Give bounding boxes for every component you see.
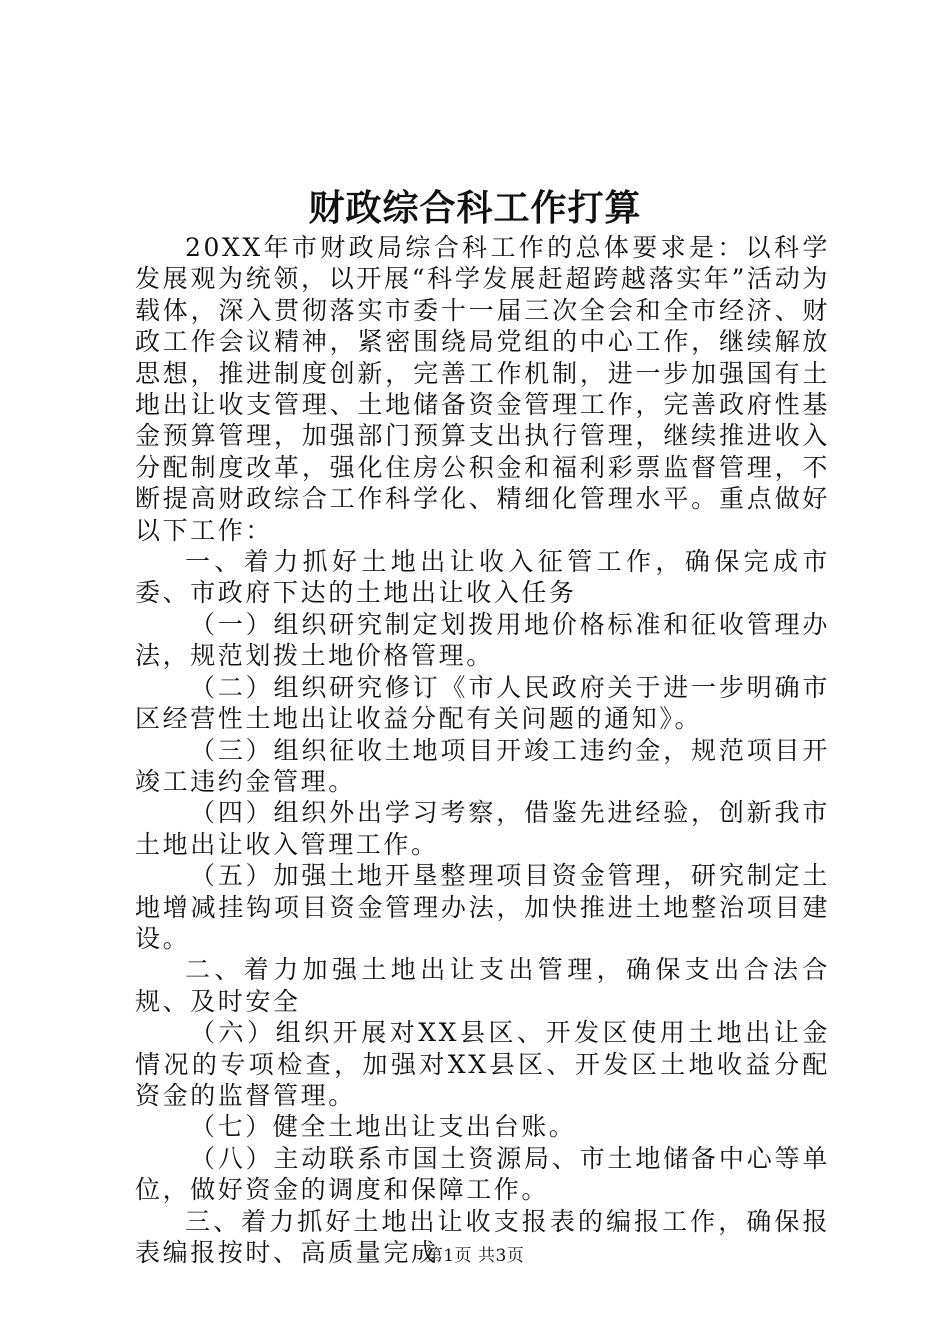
page-number-footer: 第1页 共3页	[425, 1246, 525, 1266]
paragraph-section-2: 二、着力加强土地出让支出管理，确保支出合法合规、及时安全	[135, 955, 830, 1016]
paragraph-section-3: 三、着力抓好土地出让收支报表的编报工作，确保报表编报按时、高质量完成	[135, 1206, 830, 1267]
document-title: 财政综合科工作打算	[308, 187, 642, 229]
paragraph-item-6: （六）组织开展对XX县区、开发区使用土地出让金情况的专项检查，加强对XX县区、开发区土地收益分配资金的监督管理。	[135, 1018, 830, 1110]
paragraph-item-2: （二）组织研究修订《市人民政府关于进一步明确市区经营性土地出让收益分配有关问题的通知》。	[135, 672, 830, 734]
paragraph-item-4: （四）组织外出学习考察，借鉴先进经验，创新我市土地出让收入管理工作。	[135, 798, 830, 859]
document-body	[135, 232, 830, 1268]
paragraph-item-7: （七）健全土地出让支出台账。	[190, 1112, 577, 1142]
paragraph-intro: 20XX年市财政局综合科工作的总体要求是：以科学发展观为统领，以开展“科学发展赶超跨越落实年”活动为载体，深入贯彻落实市委十一届三次全会和全市经济、财政工作会议精神，紧密围绕局党组的中心工作，继续解放思想，推进制度创新，完善工作机制，进一步加强国有土地出让收支管理、土地储备资金管理工作，完善政府性基金预算管理，加强部门预算支出执行管理，继续推进收入分配制度改革，强化住房公积金和福利彩票监督管理，不断提高财政综合工作科学化、精细化管理水平。重点做好以下工作：	[135, 233, 830, 545]
paragraph-item-1: （一）组织研究制定划拨用地价格标准和征收管理办法，规范划拨土地价格管理。	[135, 609, 830, 671]
paragraph-item-8: （八）主动联系市国土资源局、市土地储备中心等单位，做好资金的调度和保障工作。	[135, 1143, 830, 1205]
paragraph-section-1: 一、着力抓好土地出让收入征管工作，确保完成市委、市政府下达的土地出让收入任务	[135, 547, 830, 608]
paragraph-item-5: （五）加强土地开垦整理项目资金管理，研究制定土地增减挂钩项目资金管理办法，加快推进土地整治项目建设。	[135, 861, 830, 953]
paragraph-item-3: （三）组织征收土地项目开竣工违约金，规范项目开竣工违约金管理。	[135, 735, 830, 796]
